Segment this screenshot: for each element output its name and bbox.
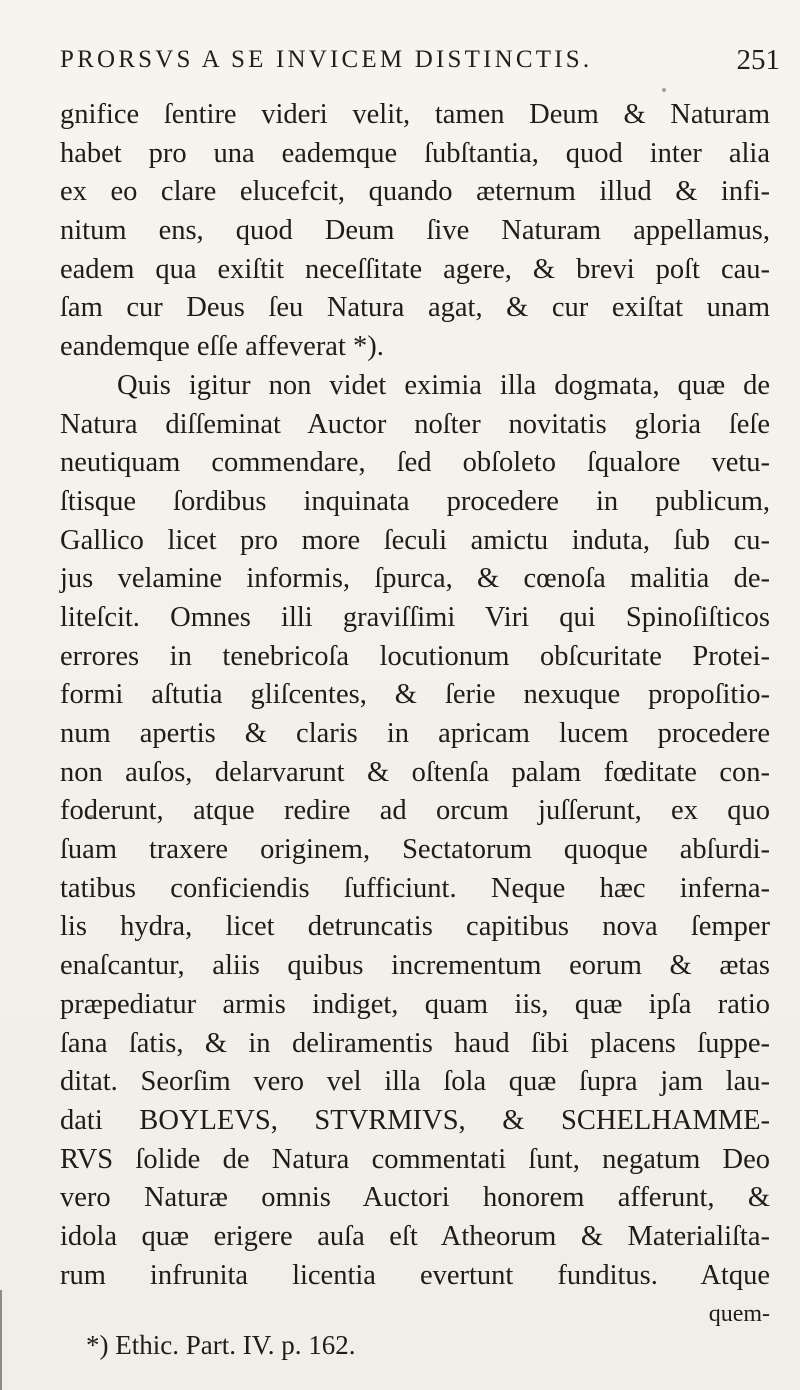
text-line: eadem qua exiſtit neceſſitate agere, & brevi poſt cau- <box>60 253 770 285</box>
text-line: eandemque eſſe affeverat *). <box>60 331 384 363</box>
text-line: ſuam traxere originem, Sectatorum quoque abſurdi- <box>60 834 770 866</box>
footnote: *) Ethic. Part. IV. p. 162. <box>86 1330 356 1360</box>
text-line: habet pro una eademque ſubſtantia, quod inter alia <box>60 137 770 169</box>
ink-spot <box>662 88 666 92</box>
text-line: dati BOYLEVS, STVRMIVS, & SCHELHAMME- <box>60 1104 770 1136</box>
text-line: num apertis & claris in apricam lucem procedere <box>60 718 770 749</box>
ink-spot <box>88 815 95 819</box>
text-line: idola quæ erigere auſa eſt Atheorum & Materialiſta- <box>60 1220 770 1252</box>
running-head <box>60 46 780 76</box>
catchword: quem- <box>708 1301 770 1328</box>
text-line: ex eo clare elucefcit, quando æternum illud & infi- <box>60 176 770 208</box>
text-line: errores in tenebricoſa locutionum obſcuritate Protei- <box>60 640 770 672</box>
page-edge-shadow <box>0 1290 2 1390</box>
text-line: ditat. Seorſim vero vel illa ſola quæ ſupra jam lau- <box>60 1066 770 1098</box>
text-line: nitum ens, quod Deum ſive Naturam appellamus, <box>60 215 770 247</box>
text-line: jus velamine informis, ſpurca, & cœnoſa malitia de- <box>60 563 770 595</box>
text-line: foderunt, atque redire ad orcum juſſerunt, ex quo <box>60 795 770 827</box>
running-title: PRORSVS A SE INVICEM DISTINCTIS. <box>60 46 593 73</box>
text-line: Gallico licet pro more ſeculi amictu induta, ſub cu- <box>60 524 770 556</box>
text-line: Natura diſſeminat Auctor noſter novitatis gloria ſeſe <box>60 408 770 440</box>
text-line: liteſcit. Omnes illi graviſſimi Viri qui Spinoſiſticos <box>60 601 770 633</box>
text-line: vero Naturæ omnis Auctori honorem afferunt, & <box>60 1182 770 1214</box>
page-number: 251 <box>736 44 780 76</box>
text-line: Quis igitur non videt eximia illa dogmata, quæ de <box>117 369 770 401</box>
text-line: non auſos, delarvarunt & oſtenſa palam fœditate con- <box>60 756 770 788</box>
text-line: gnifice ſentire videri velit, tamen Deum & Naturam <box>60 99 770 130</box>
text-line: ſtisque ſordibus inquinata procedere in publicum, <box>60 485 770 517</box>
text-line: enaſcantur, aliis quibus incrementum eorum & ætas <box>60 950 770 982</box>
text-line: præpediatur armis indiget, quam iis, quæ ipſa ratio <box>60 988 770 1020</box>
text-line: rum infrunita licentia evertunt funditus. Atque <box>60 1259 770 1291</box>
text-line: neutiquam commendare, ſed obſoleto ſqualore vetu- <box>60 447 770 479</box>
text-line: ſana ſatis, & in deliramentis haud ſibi placens ſuppe- <box>60 1027 770 1059</box>
text-line: formi aſtutia gliſcentes, & ſerie nexuque propoſitio- <box>60 679 770 711</box>
text-line: lis hydra, licet detruncatis capitibus nova ſemper <box>60 911 770 943</box>
text-line: ſam cur Deus ſeu Natura agat, & cur exiſtat unam <box>60 292 770 324</box>
text-line: tatibus conficiendis ſufficiunt. Neque hæc inferna- <box>60 872 770 904</box>
text-line: RVS ſolide de Natura commentati ſunt, negatum Deo <box>60 1143 770 1175</box>
body-text <box>60 96 770 1334</box>
